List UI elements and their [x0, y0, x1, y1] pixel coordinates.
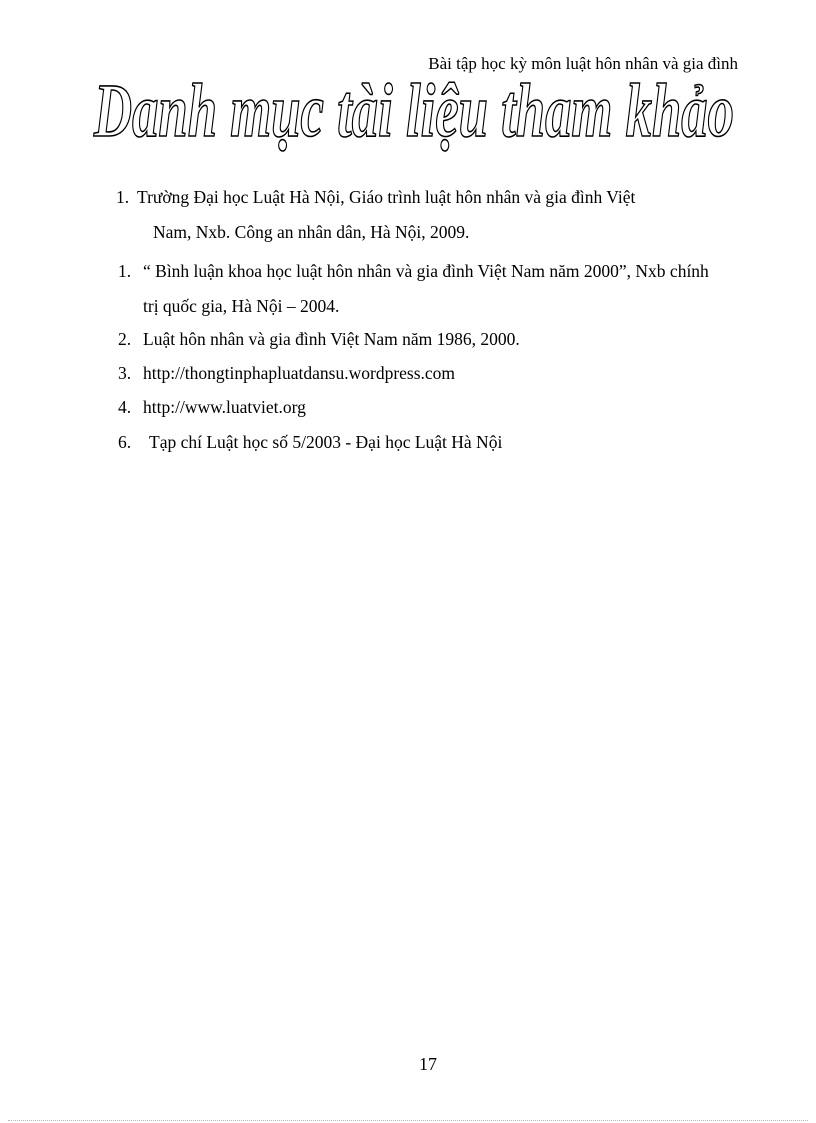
- reference-text-continued: trị quốc gia, Hà Nội – 2004.: [143, 296, 340, 316]
- reference-number: 6.: [118, 432, 132, 452]
- reference-item: [116, 328, 776, 350]
- reference-text: Luật hôn nhân và gia đình Việt Nam năm 1986, 2000.: [143, 329, 520, 349]
- reference-number: 1.: [118, 261, 132, 281]
- running-header: Bài tập học kỳ môn luật hôn nhân và gia đình: [428, 54, 738, 73]
- page-title-text: Danh mục tài liệu tham khảo: [93, 69, 734, 153]
- reference-text: “ Bình luận khoa học luật hôn nhân và gia đình Việt Nam năm 2000”, Nxb chính: [143, 261, 709, 281]
- reference-number: 4.: [118, 397, 132, 417]
- reference-number: 3.: [118, 363, 132, 383]
- reference-item: [116, 362, 776, 384]
- reference-number: 2.: [118, 329, 132, 349]
- reference-item: [116, 260, 776, 317]
- reference-item: [116, 431, 776, 453]
- page-number: 17: [419, 1054, 437, 1074]
- reference-link[interactable]: http://www.luatviet.org: [143, 397, 306, 417]
- reference-item: [116, 396, 776, 418]
- reference-item: [116, 186, 776, 243]
- reference-text: Trường Đại học Luật Hà Nội, Giáo trình luật hôn nhân và gia đình Việt: [137, 187, 636, 207]
- reference-text-continued: Nam, Nxb. Công an nhân dân, Hà Nội, 2009.: [153, 222, 470, 242]
- reference-text: Tạp chí Luật học số 5/2003 - Đại học Luật Hà Nội: [149, 432, 503, 452]
- reference-link[interactable]: http://thongtinphapluatdansu.wordpress.com: [143, 363, 456, 383]
- page-title: [92, 68, 742, 158]
- page-bottom-divider: [8, 1120, 808, 1121]
- reference-number: 1.: [116, 187, 130, 207]
